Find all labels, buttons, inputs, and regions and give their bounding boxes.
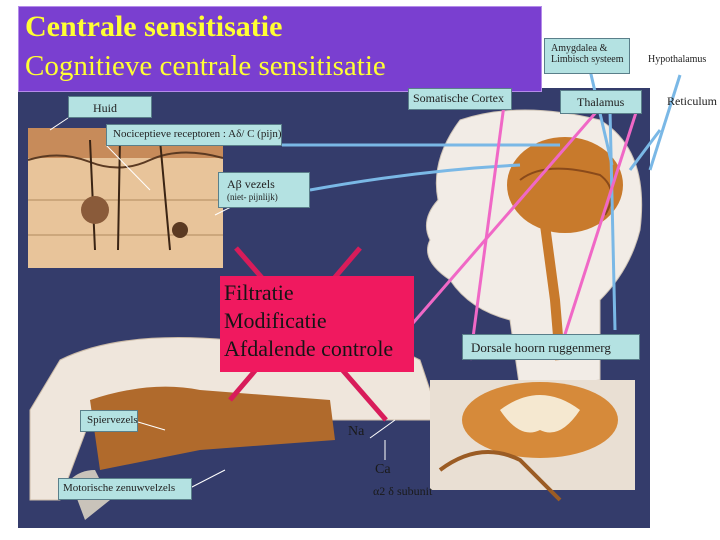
label-huid: Huid <box>68 96 152 118</box>
filter-line-2: Modificatie <box>224 308 327 333</box>
label-thalamus: Thalamus <box>560 90 642 114</box>
label-spiervezels: Spiervezels <box>80 410 138 432</box>
label-reticulum: Reticulum <box>667 94 717 108</box>
label-amygdala-box <box>544 38 630 74</box>
label-hypothalamus: Hypothalamus <box>648 54 707 65</box>
page-subtitle: Cognitieve centrale sensitisatie <box>25 50 386 82</box>
label-abeta-box <box>218 172 310 208</box>
label-amygdala-line2: Limbisch systeem <box>551 54 624 65</box>
filter-line-1: Filtratie <box>224 280 294 305</box>
label-nociceptors: Nociceptieve receptoren : Aδ/ C (pijn) <box>106 124 282 146</box>
filter-box <box>220 276 414 372</box>
label-abeta-sub: (niet- pijnlijk) <box>227 192 278 202</box>
label-na: Na <box>348 424 365 439</box>
label-abeta: Aβ vezels <box>227 177 275 191</box>
label-ca: Ca <box>375 462 391 477</box>
skin-cross-section <box>28 128 223 268</box>
label-dorsal-horn: Dorsale hoorn ruggenmerg <box>462 334 640 360</box>
label-somatic-cortex: Somatische Cortex <box>408 88 512 110</box>
filter-line-3: Afdalende controle <box>224 336 394 361</box>
label-subunit: α2 δ subunit <box>373 484 433 498</box>
page-title: Centrale sensitisatie <box>25 10 283 43</box>
label-motor-nerve: Motorische zenuwvelzels <box>58 478 192 500</box>
spinal-cord-section <box>430 380 635 500</box>
label-amygdala-line1: Amygdalea & <box>551 43 608 54</box>
